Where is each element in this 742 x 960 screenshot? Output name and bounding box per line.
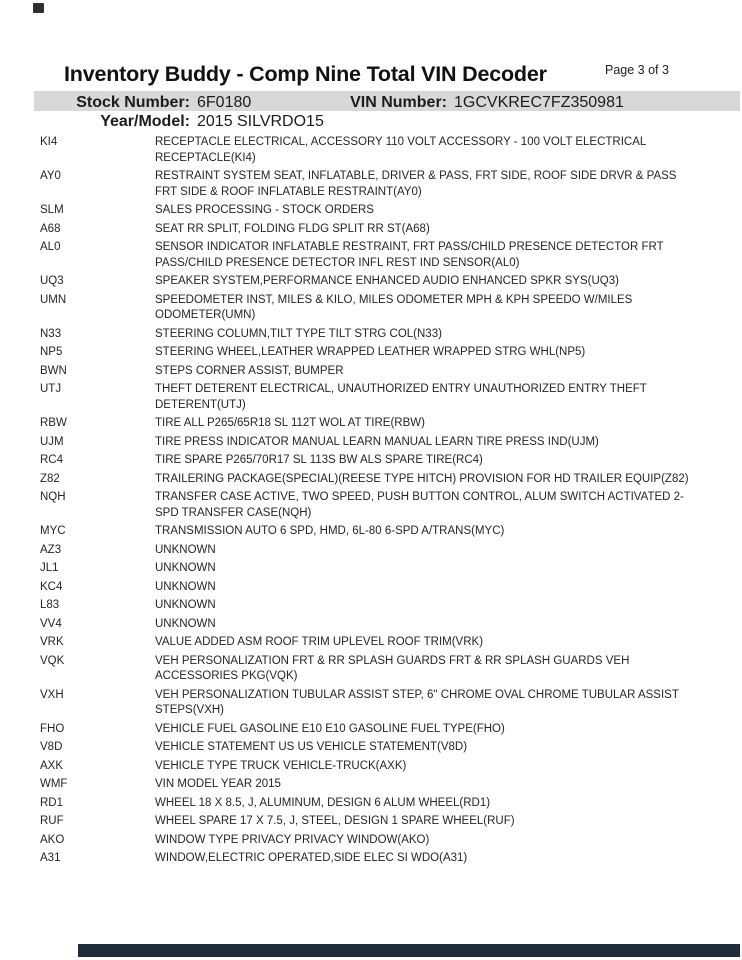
- table-row: [40, 382, 702, 413]
- option-description: VALUE ADDED ASM ROOF TRIM UPLEVEL ROOF TRIM(VRK): [155, 636, 484, 648]
- option-description: TRANSFER CASE ACTIVE, TWO SPEED, PUSH BUTTON CONTROL, ALUM SWITCH ACTIVATED 2-SPD TRANSFER CASE(NQH): [155, 491, 684, 519]
- option-description: SALES PROCESSING - STOCK ORDERS: [155, 204, 374, 216]
- option-description: VEHICLE FUEL GASOLINE E10 E10 GASOLINE FUEL TYPE(FHO): [155, 722, 505, 735]
- table-row: [40, 169, 702, 200]
- table-row: [40, 598, 702, 614]
- option-code: UQ3: [40, 275, 64, 287]
- table-row: [40, 580, 702, 596]
- option-description: VEH PERSONALIZATION FRT & RR SPLASH GUARDS FRT & RR SPLASH GUARDS VEH ACCESSORIES PKG(VQK): [155, 654, 630, 682]
- option-code: AL0: [40, 241, 61, 253]
- year-value: 2015: [197, 113, 233, 130]
- option-code: NP5: [40, 346, 63, 358]
- table-row: [40, 293, 702, 324]
- option-description: TRANSMISSION AUTO 6 SPD, HMD, 6L-80 6-SPD A/TRANS(MYC): [155, 525, 505, 537]
- option-code: KI4: [40, 136, 58, 148]
- scan-edge-bar: [78, 944, 740, 957]
- table-row: [40, 327, 702, 343]
- table-row: [40, 490, 702, 521]
- option-code: A31: [40, 852, 61, 864]
- table-row: [40, 135, 702, 166]
- option-description: RECEPTACLE ELECTRICAL, ACCESSORY 110 VOLT ACCESSORY - 100 VOLT ELECTRICAL RECEPTACLE(KI4): [155, 136, 646, 164]
- option-description: WINDOW TYPE PRIVACY PRIVACY WINDOW(AKO): [155, 833, 430, 846]
- option-description: RESTRAINT SYSTEM SEAT, INFLATABLE, DRIVER & PASS, FRT SIDE, ROOF SIDE DRVR & PASS FRT SIDE & ROOF INFLATABLE RESTRAINT(AY0): [155, 170, 677, 198]
- page-title: Inventory Buddy - Comp Nine Total VIN Decoder: [64, 62, 547, 86]
- table-row: [40, 688, 702, 719]
- option-code: RUF: [40, 815, 64, 827]
- table-row: [40, 345, 702, 361]
- option-description: SENSOR INDICATOR INFLATABLE RESTRAINT, FRT PASS/CHILD PRESENCE DETECTOR FRT PASS/CHILD PRESENCE DETECTOR INFL REST IND SENSOR(AL0): [155, 241, 664, 269]
- table-row: [40, 240, 702, 271]
- option-description: STEERING COLUMN,TILT TYPE TILT STRG COL(N33): [155, 327, 442, 340]
- option-description: STEERING WHEEL,LEATHER WRAPPED LEATHER WRAPPED STRG WHL(NP5): [155, 346, 586, 358]
- table-row: [40, 654, 702, 685]
- option-code: L83: [40, 599, 60, 611]
- table-row: [40, 851, 702, 867]
- option-code: AY0: [40, 170, 61, 182]
- table-row: [40, 435, 702, 451]
- option-code: NQH: [40, 491, 66, 503]
- option-code: AKO: [40, 833, 65, 846]
- option-code: UJM: [40, 435, 64, 448]
- option-description: VEHICLE TYPE TRUCK VEHICLE-TRUCK(AXK): [155, 759, 407, 772]
- vin-number-value: 1GCVKREC7FZ350981: [454, 94, 624, 111]
- option-description: WHEEL 18 X 8.5, J, ALUMINUM, DESIGN 6 ALUM WHEEL(RD1): [155, 796, 491, 809]
- vin-number-label: VIN Number:: [350, 94, 447, 111]
- table-row: [40, 543, 702, 559]
- option-code: RD1: [40, 796, 64, 809]
- table-row: [40, 416, 702, 432]
- option-description: SPEEDOMETER INST, MILES & KILO, MILES ODOMETER MPH & KPH SPEEDO W/MILES ODOMETER(UMN): [155, 293, 633, 321]
- table-row: [40, 814, 702, 830]
- table-row: [40, 222, 702, 238]
- option-description: TIRE SPARE P265/70R17 SL 113S BW ALS SPARE TIRE(RC4): [155, 454, 483, 466]
- option-description: SEAT RR SPLIT, FOLDING FLDG SPLIT RR ST(A68): [155, 222, 430, 235]
- option-code: AZ3: [40, 543, 62, 556]
- table-row: [40, 740, 702, 756]
- table-row: [40, 635, 702, 651]
- option-description: VEHICLE STATEMENT US US VEHICLE STATEMENT(V8D): [155, 741, 468, 753]
- option-code: KC4: [40, 580, 63, 593]
- option-code: VV4: [40, 617, 62, 630]
- table-row: [40, 796, 702, 812]
- option-code: Z82: [40, 472, 60, 485]
- option-description: VIN MODEL YEAR 2015: [155, 778, 281, 790]
- option-code: BWN: [40, 364, 67, 377]
- option-code: UMN: [40, 293, 67, 306]
- option-description: UNKNOWN: [155, 562, 216, 574]
- option-code: VRK: [40, 636, 64, 648]
- year-model-label: Year/Model:: [100, 113, 190, 130]
- option-code: WMF: [40, 778, 68, 790]
- option-description: TRAILERING PACKAGE(SPECIAL)(REESE TYPE HITCH) PROVISION FOR HD TRAILER EQUIP(Z82): [155, 472, 689, 485]
- option-description: SPEAKER SYSTEM,PERFORMANCE ENHANCED AUDIO ENHANCED SPKR SYS(UQ3): [155, 275, 619, 287]
- option-description: VEH PERSONALIZATION TUBULAR ASSIST STEP, 6" CHROME OVAL CHROME TUBULAR ASSIST STEPS(VXH): [155, 688, 679, 716]
- option-description: TIRE PRESS INDICATOR MANUAL LEARN MANUAL LEARN TIRE PRESS IND(UJM): [155, 435, 599, 448]
- option-code: UTJ: [40, 383, 62, 395]
- page-number-indicator: Page 3 of 3: [605, 63, 669, 77]
- option-description: UNKNOWN: [155, 617, 216, 630]
- table-row: [40, 617, 702, 633]
- stock-number-value: 6F0180: [197, 94, 252, 111]
- table-row: [40, 777, 702, 793]
- options-table: [40, 135, 702, 870]
- option-description: UNKNOWN: [155, 580, 216, 593]
- model-value: SILVRDO15: [237, 113, 324, 130]
- option-code: A68: [40, 222, 61, 235]
- table-row: [40, 472, 702, 488]
- option-description: WINDOW,ELECTRIC OPERATED,SIDE ELEC SI WDO(A31): [155, 852, 468, 864]
- table-row: [40, 833, 702, 849]
- option-code: RBW: [40, 417, 67, 429]
- table-row: [40, 203, 702, 219]
- stock-number-label: Stock Number:: [76, 94, 190, 111]
- option-code: RC4: [40, 454, 64, 466]
- table-row: [40, 722, 702, 738]
- option-description: STEPS CORNER ASSIST, BUMPER: [155, 364, 344, 377]
- option-code: V8D: [40, 741, 63, 753]
- option-code: FHO: [40, 722, 65, 735]
- option-code: SLM: [40, 204, 64, 216]
- table-row: [40, 453, 702, 469]
- option-code: VQK: [40, 654, 65, 667]
- option-code: N33: [40, 327, 62, 340]
- option-code: JL1: [40, 562, 59, 574]
- option-description: WHEEL SPARE 17 X 7.5, J, STEEL, DESIGN 1 SPARE WHEEL(RUF): [155, 815, 515, 827]
- table-row: [40, 274, 702, 290]
- table-row: [40, 524, 702, 540]
- option-description: TIRE ALL P265/65R18 SL 112T WOL AT TIRE(RBW): [155, 417, 425, 429]
- option-code: MYC: [40, 525, 66, 537]
- table-row: [40, 561, 702, 577]
- option-code: VXH: [40, 688, 64, 701]
- option-description: UNKNOWN: [155, 543, 216, 556]
- table-row: [40, 759, 702, 775]
- option-code: AXK: [40, 759, 64, 772]
- option-description: THEFT DETERENT ELECTRICAL, UNAUTHORIZED ENTRY UNAUTHORIZED ENTRY THEFT DETERENT(UTJ): [155, 383, 647, 411]
- scan-artifact-mark: [33, 3, 44, 13]
- table-row: [40, 364, 702, 380]
- option-description: UNKNOWN: [155, 599, 216, 611]
